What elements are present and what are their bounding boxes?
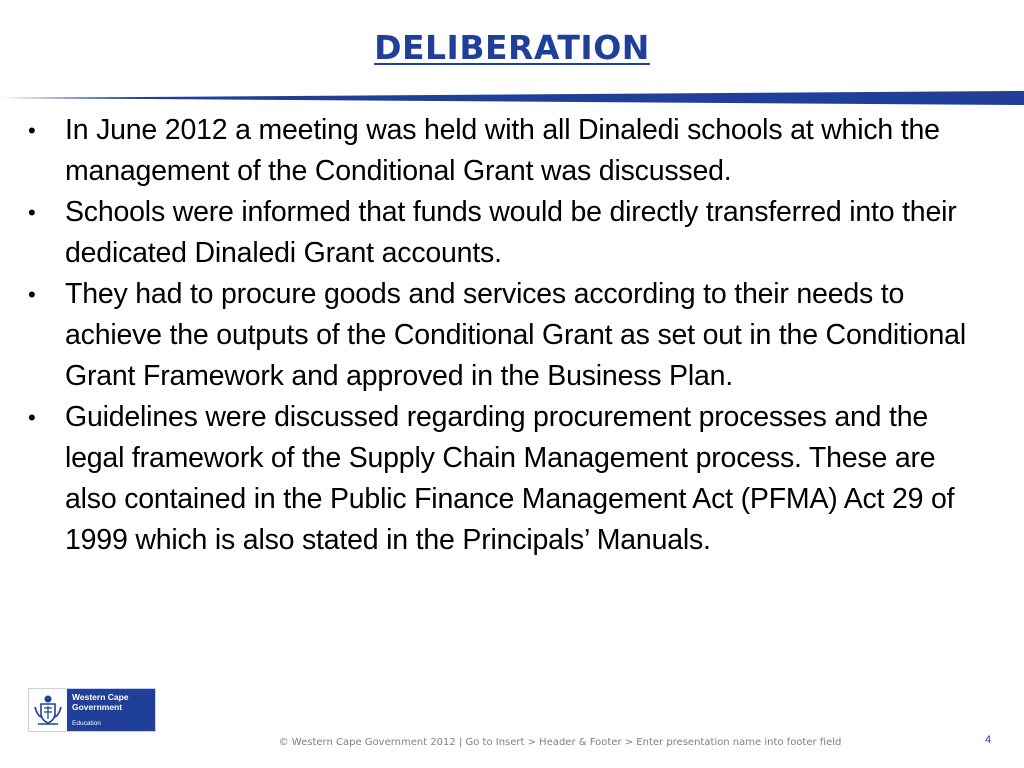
bullet-text: In June 2012 a meeting was held with all Dinaledi schools at which the management of the Conditional Grant was discussed. xyxy=(65,114,940,187)
logo-subtitle: Education xyxy=(72,720,101,727)
bullet-marker: • xyxy=(28,405,36,430)
logo-line-2: Government xyxy=(72,702,123,712)
bullet-text: Guidelines were discussed regarding procurement processes and the legal framework of the Supply Chain Management process. These are also contained in the Public Finance Management Act (PFMA) Act 29 of 1999 which is also stated in the Principals’ Manuals. xyxy=(65,401,955,556)
title-divider xyxy=(0,91,1024,105)
bullet-text: Schools were informed that funds would be directly transferred into their dedicated Dinaledi Grant accounts. xyxy=(65,196,957,269)
page-number: 4 xyxy=(985,734,992,746)
logo-line-1: Western Cape xyxy=(72,692,129,702)
bullet-marker: • xyxy=(28,200,36,225)
bullet-marker: • xyxy=(28,118,36,143)
bullet-item xyxy=(28,274,988,397)
slide-title: DELIBERATION xyxy=(374,28,650,67)
coat-of-arms-icon xyxy=(29,689,67,731)
bullet-list xyxy=(28,110,988,561)
bullet-item xyxy=(28,110,988,192)
footer-text: © Western Cape Government 2012 | Go to Insert > Header & Footer > Enter presentation name into footer field xyxy=(278,737,842,748)
western-cape-government-logo xyxy=(28,688,156,732)
logo-text-panel xyxy=(67,689,155,731)
bullet-marker: • xyxy=(28,282,36,307)
bullet-text: They had to procure goods and services according to their needs to achieve the outputs of the Conditional Grant as set out in the Conditional Grant Framework and approved in the Business Plan. xyxy=(65,278,966,392)
bullet-item xyxy=(28,397,988,561)
bullet-item xyxy=(28,192,988,274)
